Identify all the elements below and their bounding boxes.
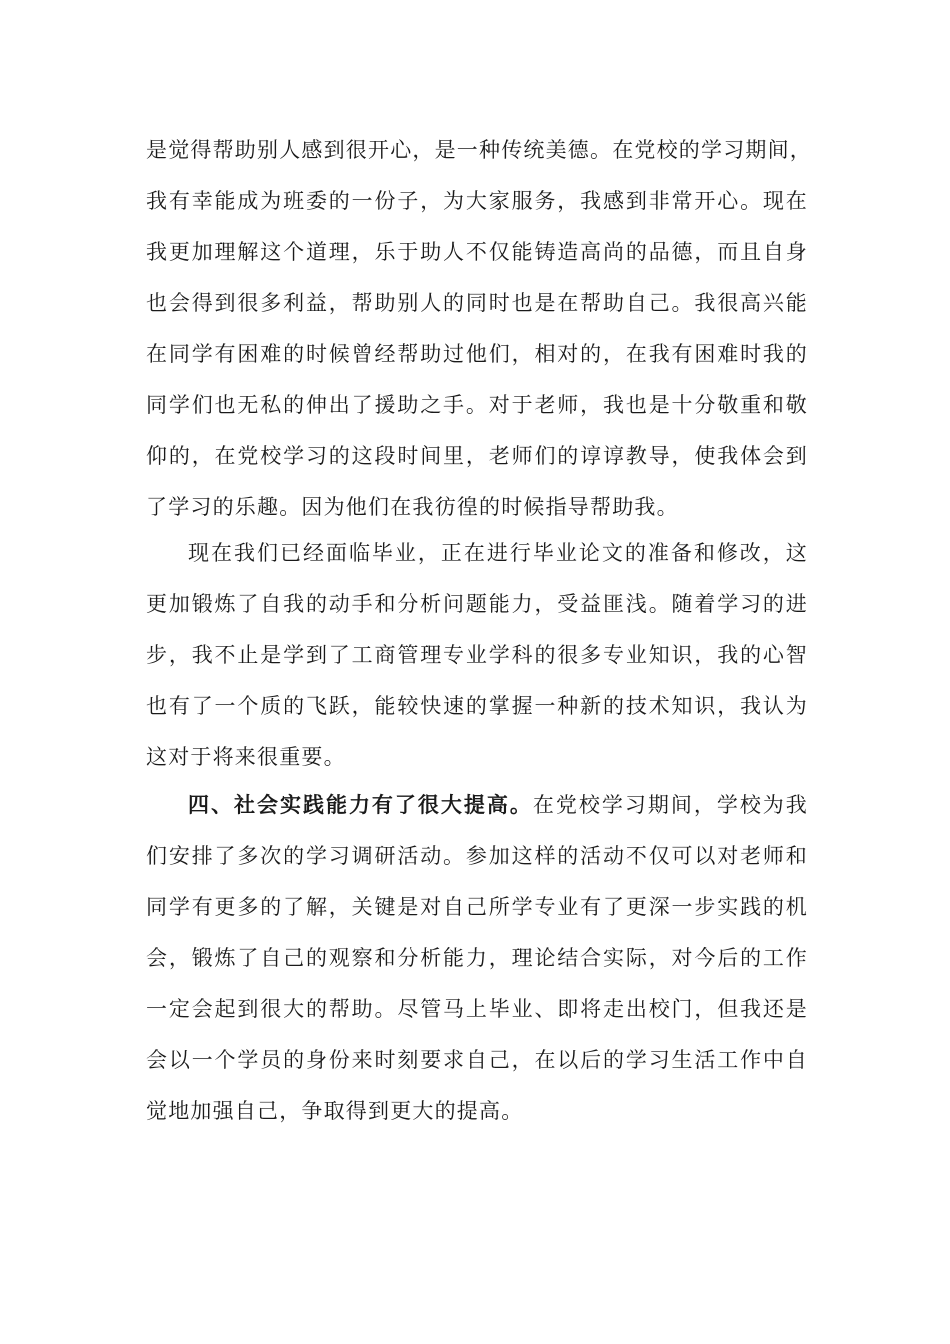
paragraph-line: 步，我不止是学到了工商管理专业学科的很多专业知识，我的心智 (146, 643, 808, 667)
paragraph-line: 在同学有困难的时候曾经帮助过他们，相对的，在我有困难时我的 (146, 342, 808, 366)
paragraph-line: 我更加理解这个道理，乐于助人不仅能铸造高尚的品德，而且自身 (146, 240, 808, 264)
paragraph-line: 也会得到很多利益，帮助别人的同时也是在帮助自己。我很高兴能 (146, 291, 808, 315)
paragraph-line: 是觉得帮助别人感到很开心，是一种传统美德。在党校的学习期间， (146, 138, 812, 162)
paragraph-line: 觉地加强自己，争取得到更大的提高。 (146, 1099, 524, 1123)
paragraph-first-line (146, 790, 808, 820)
paragraph-line: 会，锻炼了自己的观察和分析能力，理论结合实际，对今后的工作 (146, 946, 808, 970)
section-heading: 四、社会实践能力有了很大提高。 (188, 792, 533, 817)
paragraph-line: 现在我们已经面临毕业，正在进行毕业论文的准备和修改，这 (188, 541, 808, 565)
paragraph-line: 这对于将来很重要。 (146, 745, 346, 769)
paragraph-line: 也有了一个质的飞跃，能较快速的掌握一种新的技术知识，我认为 (146, 694, 808, 718)
paragraph-line: 们安排了多次的学习调研活动。参加这样的活动不仅可以对老师和 (146, 844, 808, 868)
paragraph-line: 了学习的乐趣。因为他们在我彷徨的时候指导帮助我。 (146, 495, 679, 519)
paragraph-line: 同学有更多的了解，关键是对自己所学专业有了更深一步实践的机 (146, 895, 808, 919)
paragraph-text: 在党校学习期间，学校为我 (532, 793, 809, 817)
paragraph-line: 同学们也无私的伸出了援助之手。对于老师，我也是十分敬重和敬 (146, 393, 808, 417)
paragraph-line: 会以一个学员的身份来时刻要求自己，在以后的学习生活工作中自 (146, 1048, 808, 1072)
paragraph-line: 一定会起到很大的帮助。尽管马上毕业、即将走出校门，但我还是 (146, 997, 808, 1021)
paragraph-line: 更加锻炼了自我的动手和分析问题能力，受益匪浅。随着学习的进 (146, 592, 808, 616)
paragraph-line: 仰的，在党校学习的这段时间里，老师们的谆谆教导，使我体会到 (146, 444, 808, 468)
paragraph-line: 我有幸能成为班委的一份子，为大家服务，我感到非常开心。现在 (146, 189, 808, 213)
